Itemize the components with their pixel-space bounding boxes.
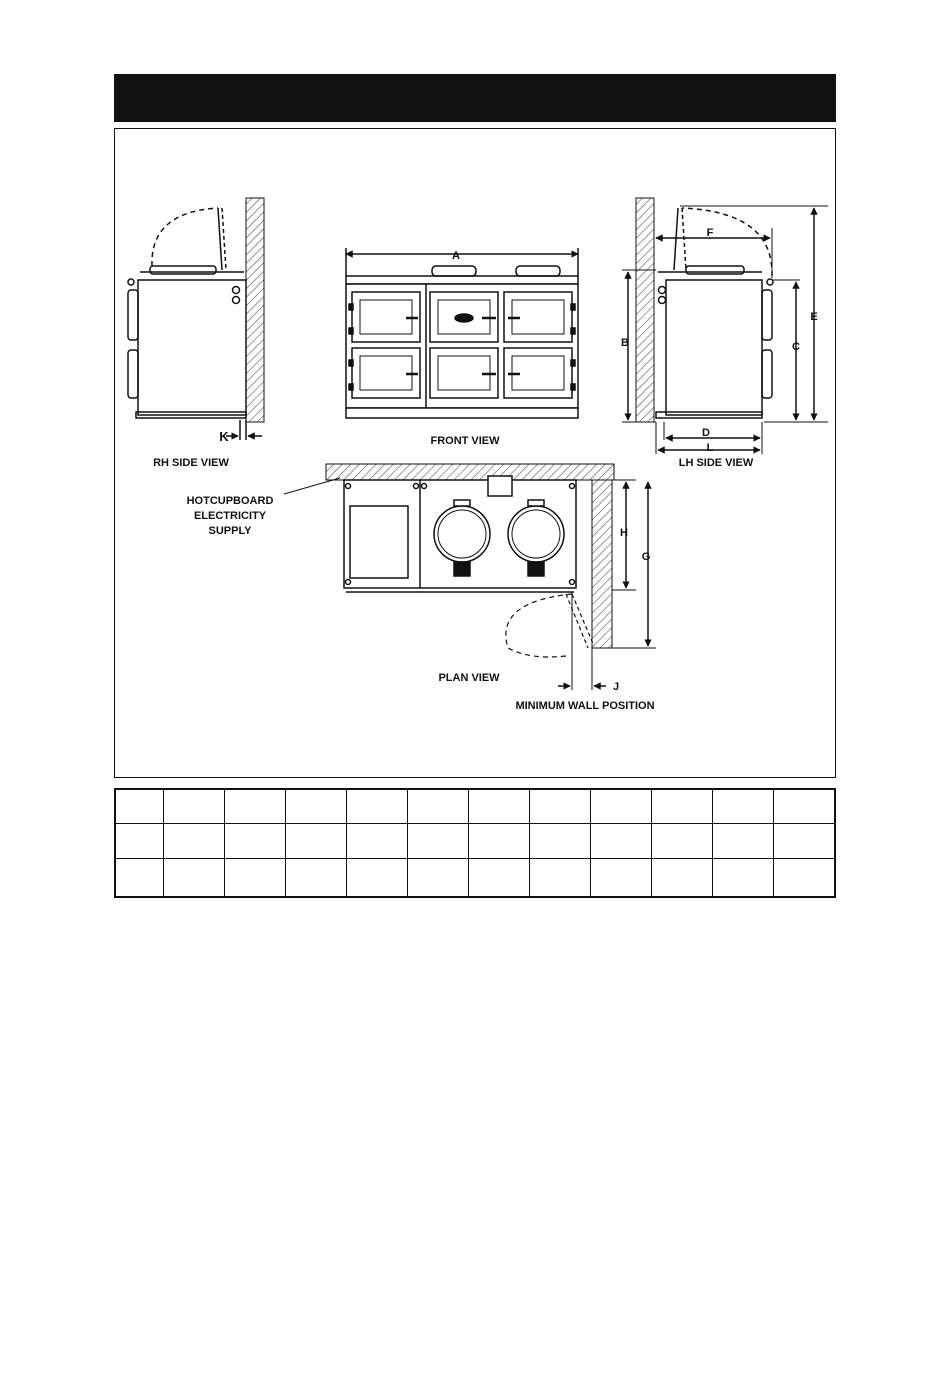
dim-label-k: K [219,429,229,444]
table-cell [224,789,285,824]
table-row [115,858,835,897]
dimension-table-body [115,789,835,897]
dim-label-f: F [706,227,714,239]
table-cell [468,824,529,859]
table-cell [285,824,346,859]
dim-label-e: E [810,311,818,323]
table-cell [285,858,346,897]
rh-side-view [128,198,264,440]
table-cell [346,824,407,859]
table-cell [285,789,346,824]
dim-label-c: C [792,341,800,353]
dim-label-b: B [621,337,629,349]
table-cell [346,858,407,897]
table-cell [774,824,835,859]
table-cell [407,824,468,859]
table-cell [713,858,774,897]
table-cell [407,858,468,897]
front-view [346,248,578,418]
table-cell [591,858,652,897]
callout-line-2: ELECTRICITY [193,510,267,522]
dim-label-d: D [702,427,710,439]
table-cell [163,789,224,824]
hotcupboard-callout [187,495,274,537]
dim-label-a: A [452,250,460,262]
callout-line-3: SUPPLY [208,525,252,537]
table-cell [163,858,224,897]
table-cell [652,858,713,897]
table-cell [115,824,163,859]
front-view-label: FRONT VIEW [430,435,500,447]
table-cell [407,789,468,824]
table-cell [468,789,529,824]
plan-view-label: PLAN VIEW [438,672,500,684]
table-cell [713,824,774,859]
table-cell [529,858,590,897]
dim-label-g: G [641,551,651,563]
table-cell [774,858,835,897]
table-cell [591,824,652,859]
table-cell [115,858,163,897]
minimum-wall-position-label: MINIMUM WALL POSITION [515,700,655,712]
plan-view [284,464,656,690]
dim-label-l: L [706,442,714,454]
dim-label-j: J [612,681,620,693]
dim-label-h: H [620,527,628,539]
table-cell [468,858,529,897]
table-cell [224,824,285,859]
lh-side-view [622,198,828,454]
table-cell [652,824,713,859]
table-cell [774,789,835,824]
table-cell [115,789,163,824]
table-cell [224,858,285,897]
table-cell [591,789,652,824]
table-row [115,789,835,824]
lh-side-view-label: LH SIDE VIEW [678,457,754,469]
table-cell [163,824,224,859]
table-cell [346,789,407,824]
table-cell [652,789,713,824]
table-cell [713,789,774,824]
callout-line-1: HOTCUPBOARD [186,495,274,507]
dimension-table [114,788,836,898]
table-cell [529,824,590,859]
table-row [115,824,835,859]
table-cell [529,789,590,824]
rh-side-view-label: RH SIDE VIEW [153,457,229,469]
